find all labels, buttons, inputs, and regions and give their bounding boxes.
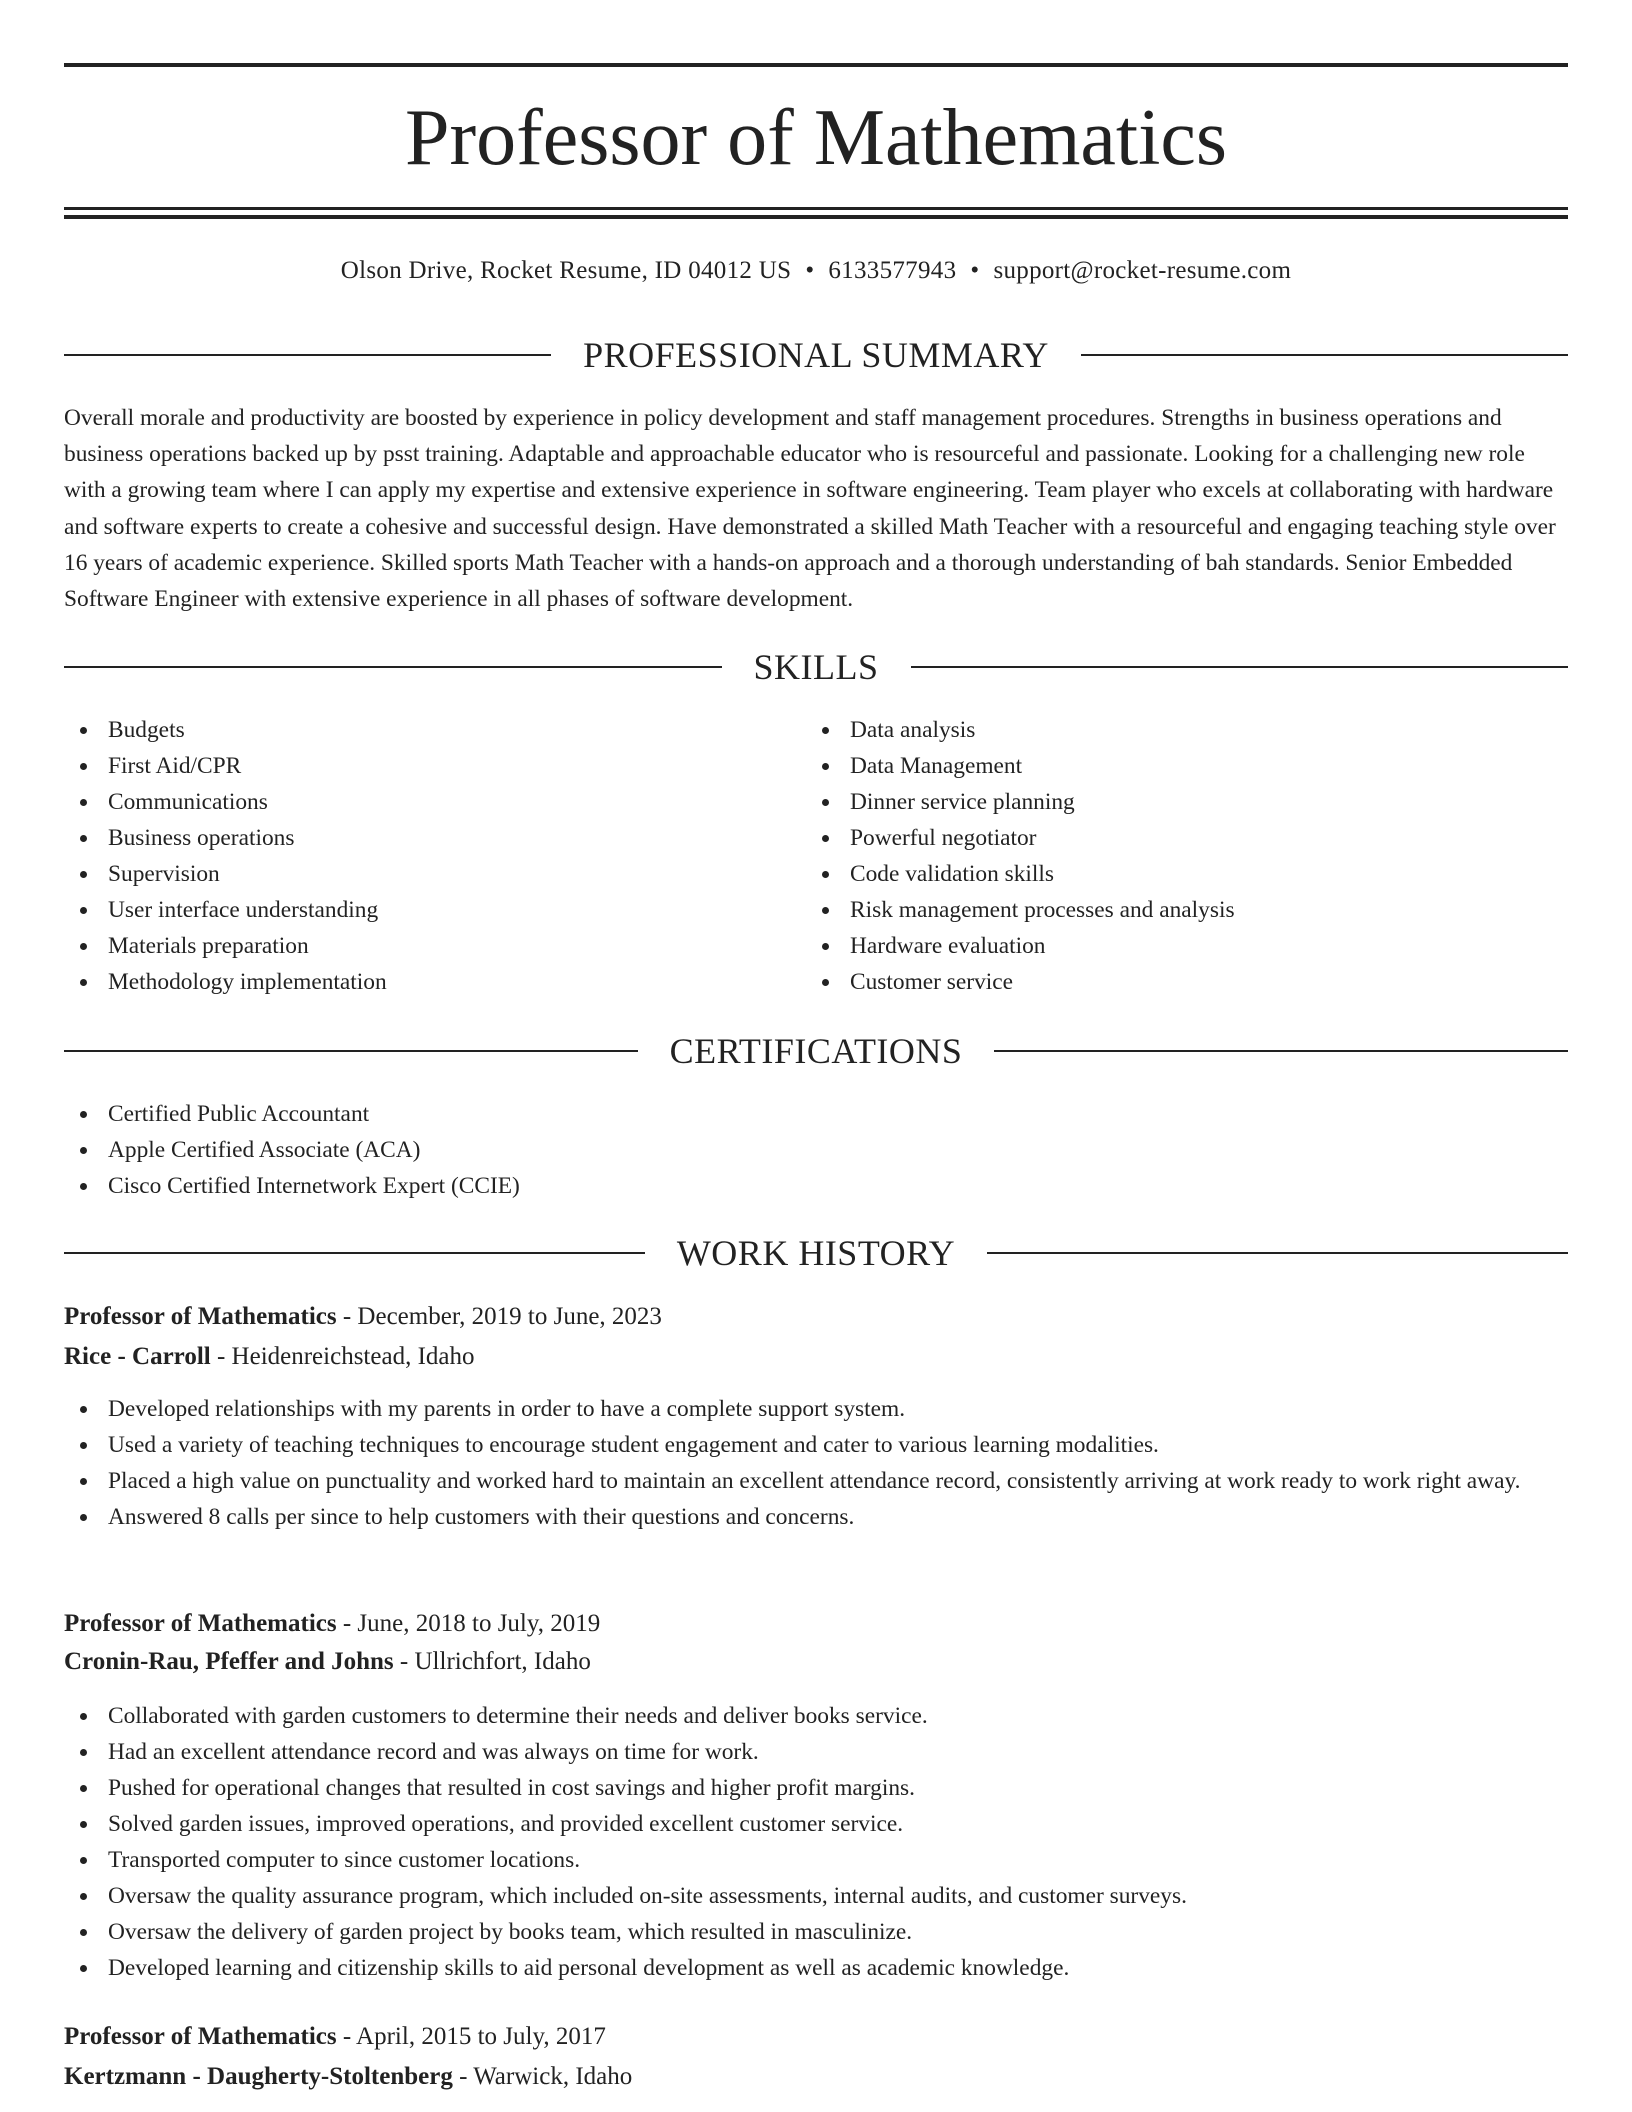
skills-list-left bbox=[64, 712, 804, 1000]
title-rule-upper bbox=[64, 207, 1568, 210]
list-item: First Aid/CPR bbox=[64, 748, 804, 784]
list-item: Placed a high value on punctuality and worked hard to maintain an excellent attendance record, consistently arriving at work ready to work right away. bbox=[64, 1463, 1568, 1499]
list-item: Solved garden issues, improved operations, and provided excellent customer service. bbox=[64, 1806, 1568, 1842]
list-item: Certified Public Accountant bbox=[64, 1096, 1568, 1132]
list-item: Had an excellent attendance record and was always on time for work. bbox=[64, 1734, 1568, 1770]
heading-rule bbox=[1081, 354, 1568, 356]
section-heading-summary bbox=[64, 333, 1568, 377]
job-company: Cronin-Rau, Pfeffer and Johns bbox=[64, 1648, 394, 1675]
list-item: Business operations bbox=[64, 820, 804, 856]
list-item: Oversaw the delivery of garden project by books team, which resulted in masculinize. bbox=[64, 1914, 1568, 1950]
list-item: Transported computer to since customer locations. bbox=[64, 1842, 1568, 1878]
section-title: SKILLS bbox=[753, 647, 879, 687]
heading-rule bbox=[987, 1252, 1568, 1254]
job-title: Professor of Mathematics bbox=[64, 2023, 337, 2050]
job-location: - Heidenreichstead, Idaho bbox=[210, 1343, 475, 1370]
job-company: Kertzmann - Daugherty-Stoltenberg bbox=[64, 2063, 453, 2090]
job-dates: - December, 2019 to June, 2023 bbox=[336, 1303, 662, 1330]
job-company-line bbox=[64, 2058, 1568, 2096]
heading-rule bbox=[64, 1252, 645, 1254]
job-title: Professor of Mathematics bbox=[64, 1303, 337, 1330]
heading-rule bbox=[64, 666, 722, 668]
list-item: User interface understanding bbox=[64, 892, 804, 928]
job-title-line bbox=[64, 1298, 1568, 1336]
list-item: Collaborated with garden customers to determine their needs and deliver books service. bbox=[64, 1698, 1568, 1734]
section-title: PROFESSIONAL SUMMARY bbox=[583, 335, 1049, 375]
list-item: Used a variety of teaching techniques to encourage student engagement and cater to various learning modalities. bbox=[64, 1427, 1568, 1463]
list-item: Materials preparation bbox=[64, 928, 804, 964]
resume-title: Professor of Mathematics bbox=[404, 94, 1228, 182]
heading-rule bbox=[911, 666, 1569, 668]
skills-list-right bbox=[806, 712, 1566, 1000]
job-location: - Warwick, Idaho bbox=[452, 2063, 633, 2090]
list-item: Powerful negotiator bbox=[806, 820, 1566, 856]
job-company-line bbox=[64, 1643, 1568, 1681]
list-item: Oversaw the quality assurance program, which included on-site assessments, internal audits, and customer surveys. bbox=[64, 1878, 1568, 1914]
job-location: - Ullrichfort, Idaho bbox=[393, 1648, 591, 1675]
list-item: Supervision bbox=[64, 856, 804, 892]
job-company-line bbox=[64, 1338, 1568, 1376]
job-dates: - June, 2018 to July, 2019 bbox=[336, 1610, 601, 1637]
job-bullets bbox=[64, 1698, 1568, 1986]
summary-paragraph: Overall morale and productivity are boosted by experience in policy development and staff management procedures. Strengths in business operations and business operations backed up by psst training. Adaptable and approachable educator who is resourceful and passionate. Looking for a challenging new role with a growing team where I can apply my expertise and extensive experience in software engineering. Team player who excels at collaborating with hardware and software experts to create a cohesive and successful design. Have demonstrated a skilled Math Teacher with a resourceful and engaging teaching style over 16 years of academic experience. Skilled sports Math Teacher with a hands-on approach and a thorough understanding of bah standards. Senior Embedded Software Engineer with extensive experience in all phases of software development. bbox=[64, 405, 1556, 613]
list-item: Developed relationships with my parents in order to have a complete support system. bbox=[64, 1391, 1568, 1427]
job-title-line bbox=[64, 2018, 1568, 2056]
top-rule bbox=[64, 63, 1568, 67]
list-item: Pushed for operational changes that resulted in cost savings and higher profit margins. bbox=[64, 1770, 1568, 1806]
contact-line bbox=[64, 254, 1568, 288]
job-dates: - April, 2015 to July, 2017 bbox=[336, 2023, 606, 2050]
certifications-list bbox=[64, 1096, 1568, 1204]
job-company: Rice - Carroll bbox=[64, 1343, 211, 1370]
contact-email: support@rocket-resume.com bbox=[993, 257, 1292, 284]
list-item: Data Management bbox=[806, 748, 1566, 784]
list-item: Cisco Certified Internetwork Expert (CCIE) bbox=[64, 1168, 1568, 1204]
contact-separator: • bbox=[970, 257, 980, 284]
list-item: Developed learning and citizenship skills to aid personal development as well as academic knowledge. bbox=[64, 1950, 1568, 1986]
heading-rule bbox=[64, 1050, 638, 1052]
contact-phone: 6133577943 bbox=[828, 257, 957, 284]
section-heading-work-history bbox=[64, 1231, 1568, 1275]
job-title-line bbox=[64, 1605, 1568, 1643]
heading-rule bbox=[64, 354, 551, 356]
contact-address: Olson Drive, Rocket Resume, ID 04012 US bbox=[340, 257, 792, 284]
job-title: Professor of Mathematics bbox=[64, 1610, 337, 1637]
list-item: Communications bbox=[64, 784, 804, 820]
section-title: WORK HISTORY bbox=[676, 1233, 956, 1273]
list-item: Budgets bbox=[64, 712, 804, 748]
list-item: Answered 8 calls per since to help customers with their questions and concerns. bbox=[64, 1499, 1568, 1535]
list-item: Hardware evaluation bbox=[806, 928, 1566, 964]
title-rule-lower bbox=[64, 215, 1568, 219]
section-title: CERTIFICATIONS bbox=[669, 1031, 963, 1071]
section-heading-certifications bbox=[64, 1029, 1568, 1073]
list-item: Apple Certified Associate (ACA) bbox=[64, 1132, 1568, 1168]
list-item: Data analysis bbox=[806, 712, 1566, 748]
list-item: Methodology implementation bbox=[64, 964, 804, 1000]
job-bullets bbox=[64, 1391, 1568, 1535]
section-heading-skills bbox=[64, 645, 1568, 689]
heading-rule bbox=[994, 1050, 1568, 1052]
list-item: Risk management processes and analysis bbox=[806, 892, 1566, 928]
list-item: Customer service bbox=[806, 964, 1566, 1000]
list-item: Dinner service planning bbox=[806, 784, 1566, 820]
list-item: Code validation skills bbox=[806, 856, 1566, 892]
contact-separator: • bbox=[805, 257, 815, 284]
